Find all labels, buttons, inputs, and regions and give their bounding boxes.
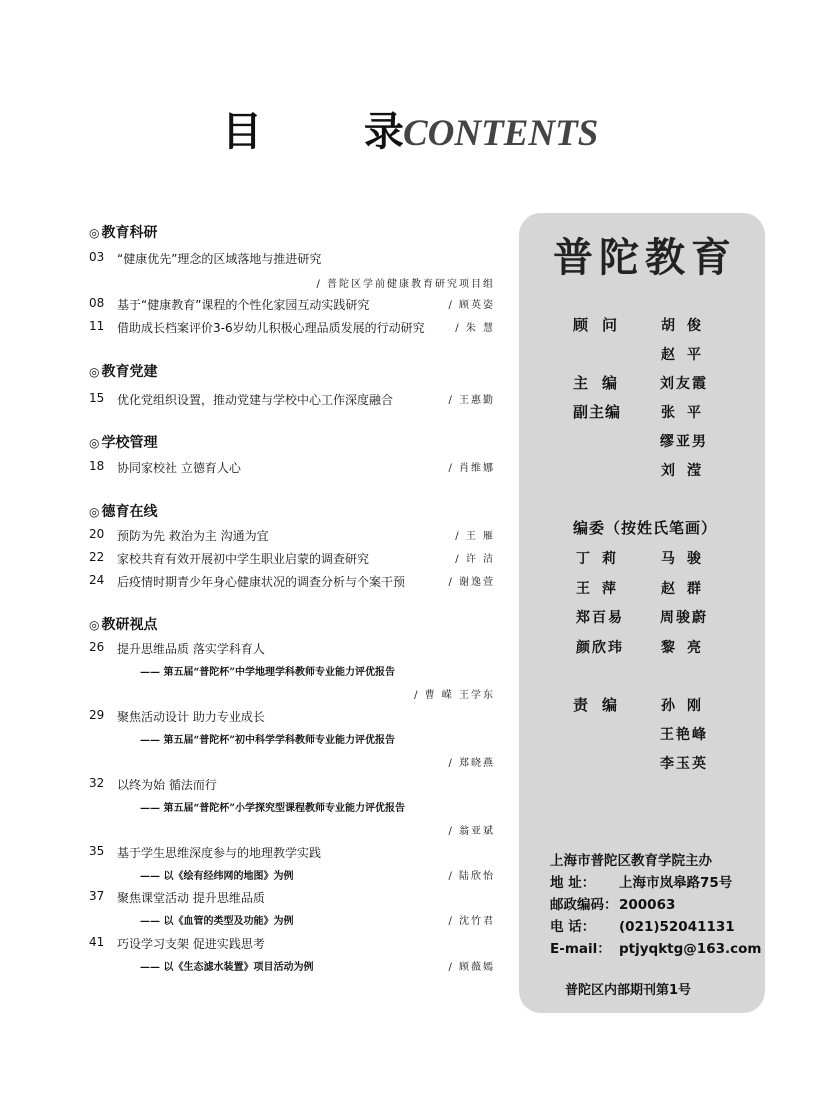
article-subtitle: [140, 912, 495, 928]
article-author: / 朱 慧: [455, 323, 495, 334]
staff-name: 王萍: [576, 581, 628, 597]
toc-entry[interactable]: [89, 640, 495, 658]
subtitle-text: —— 第五届“普陀杯”初中科学学科教师专业能力评优报告: [140, 735, 395, 746]
toc-entry[interactable]: [89, 459, 495, 477]
article-title: 提升思维品质 落实学科育人: [117, 642, 265, 656]
page-number: 24: [89, 573, 105, 587]
phone-label: 电 话：: [550, 919, 596, 935]
email-line: [550, 937, 761, 957]
page-number: 26: [89, 640, 105, 654]
article-author: / 普陀区学前健康教育研究项目组: [316, 279, 495, 290]
publisher-line: 上海市普陀区教育学院主办: [550, 853, 712, 869]
article-title: 预防为先 救治为主 沟通为宜: [117, 529, 269, 543]
address-line: [550, 871, 732, 891]
staff-name: 刘友霞: [660, 376, 708, 392]
staff-name: 周骏蔚: [660, 610, 708, 626]
article-title: 基于“健康教育”课程的个性化家园互动实践研究: [117, 298, 370, 312]
staff-name: 王艳峰: [660, 727, 708, 743]
page-number: 03: [89, 250, 105, 264]
staff-name: 郑百易: [576, 610, 624, 626]
section-name: 德育在线: [101, 504, 158, 520]
toc-entry[interactable]: [89, 319, 495, 337]
staff-name: 张平: [661, 405, 713, 421]
article-author: / 顾薇嫣: [448, 962, 495, 973]
toc-entry[interactable]: [89, 527, 495, 545]
article-author: / 许 洁: [455, 554, 495, 565]
toc-entry[interactable]: [89, 250, 495, 268]
staff-name: 赵群: [661, 581, 713, 597]
toc-entry[interactable]: [89, 935, 495, 953]
role-responsible-editor: 责编: [573, 696, 632, 714]
article-subtitle: [140, 867, 495, 883]
page-number: 11: [89, 319, 105, 333]
article-title: 协同家校社 立德育人心: [117, 461, 241, 475]
page-number: 32: [89, 776, 105, 790]
page-number: 08: [89, 296, 105, 310]
toc-entry[interactable]: [89, 776, 495, 794]
role-chief-editor: 主编: [573, 374, 632, 392]
staff-name: 赵平: [661, 347, 713, 363]
section-header: [89, 614, 157, 634]
staff-name: 黎亮: [661, 640, 713, 656]
section-bullet-icon: ◎: [89, 226, 100, 240]
article-author: / 曹 嵘 王学东: [414, 690, 495, 701]
page-number: 22: [89, 550, 105, 564]
article-subtitle: [140, 731, 495, 747]
role-committee: 编委（按姓氏笔画）: [573, 519, 718, 537]
subtitle-text: —— 以《绘有经纬网的地图》为例: [140, 871, 294, 882]
page-number: 15: [89, 391, 105, 405]
page-number: 37: [89, 889, 105, 903]
staff-name: 颜欣玮: [576, 640, 624, 656]
article-subtitle: [140, 958, 495, 974]
role-deputy-editor: 副主编: [573, 403, 622, 421]
staff-name: 李玉英: [660, 756, 708, 772]
section-bullet-icon: ◎: [89, 365, 100, 379]
section-header: [89, 222, 157, 242]
section-name: 教育科研: [101, 225, 158, 241]
page-number: 29: [89, 708, 105, 722]
phone-value: (021)52041131: [619, 919, 735, 935]
address-value: 上海市岚皋路75号: [619, 875, 733, 891]
article-subtitle: [140, 663, 495, 679]
toc-entry[interactable]: [89, 391, 495, 409]
page-number: 18: [89, 459, 105, 473]
section-bullet-icon: ◎: [89, 618, 100, 632]
toc-entry[interactable]: [89, 296, 495, 314]
role-advisor: 顾问: [573, 316, 632, 334]
section-header: [89, 501, 157, 521]
article-author: / 郑晓燕: [448, 758, 495, 769]
article-title: 巧设学习支架 促进实践思考: [117, 937, 265, 951]
address-label: 地 址：: [550, 875, 596, 891]
email-value: ptjyqktg@163.com: [619, 941, 762, 957]
staff-name: 胡俊: [661, 318, 713, 334]
toc-entry[interactable]: [89, 708, 495, 726]
article-author: / 肖维娜: [448, 463, 495, 474]
staff-name: 孙刚: [661, 698, 713, 714]
page-number: 41: [89, 935, 105, 949]
article-title: 以终为始 循法而行: [117, 778, 217, 792]
article-author: / 翁亚斌: [448, 826, 495, 837]
article-author: / 陆欣怡: [448, 871, 495, 882]
publication-note: 普陀区内部期刊第1号: [565, 983, 692, 998]
subtitle-text: —— 第五届“普陀杯”小学探究型课程教师专业能力评优报告: [140, 803, 405, 814]
article-title: 优化党组织设置，推动党建与学校中心工作深度融合: [117, 393, 394, 407]
article-title: 借助成长档案评价3-6岁幼儿积极心理品质发展的行动研究: [117, 321, 425, 335]
staff-name: 马骏: [661, 551, 713, 567]
article-title: “健康优先”理念的区域落地与推进研究: [117, 252, 322, 266]
subtitle-text: —— 以《生态滤水装置》项目活动为例: [140, 962, 314, 973]
article-title: 基于学生思维深度参与的地理教学实践: [117, 846, 322, 860]
page-number: 35: [89, 844, 105, 858]
page-title: 目 录: [222, 108, 448, 155]
toc-entry[interactable]: [89, 844, 495, 862]
article-author: / 顾英姿: [448, 300, 495, 311]
section-header: [89, 361, 157, 381]
article-subtitle: [140, 799, 495, 815]
email-label: E-mail：: [550, 941, 611, 957]
article-author: / 王 雁: [455, 531, 495, 542]
article-title: 后疫情时期青少年身心健康状况的调查分析与个案干预: [117, 575, 406, 589]
subtitle-text: —— 第五届“普陀杯”中学地理学科教师专业能力评优报告: [140, 667, 395, 678]
article-title: 聚焦课堂活动 提升思维品质: [117, 891, 265, 905]
postcode-label: 邮政编码：: [550, 897, 618, 913]
section-header: [89, 432, 157, 452]
staff-name: 缪亚男: [660, 434, 708, 450]
postcode-line: [550, 893, 675, 913]
subtitle-text: —— 以《血管的类型及功能》为例: [140, 916, 294, 927]
magazine-logo: 普陀教育: [553, 234, 737, 281]
section-name: 学校管理: [101, 435, 158, 451]
staff-name: 丁莉: [576, 551, 628, 567]
toc-entry[interactable]: [89, 889, 495, 907]
section-name: 教研视点: [101, 617, 158, 633]
article-title: 家校共育有效开展初中学生职业启蒙的调查研究: [117, 552, 370, 566]
page-title-english: CONTENTS: [403, 113, 599, 154]
postcode-value: 200063: [619, 897, 676, 913]
toc-entry[interactable]: [89, 573, 495, 591]
page-number: 20: [89, 527, 105, 541]
section-bullet-icon: ◎: [89, 436, 100, 450]
staff-name: 刘滢: [661, 463, 713, 479]
article-author: / 王惠勤: [448, 395, 495, 406]
article-title: 聚焦活动设计 助力专业成长: [117, 710, 265, 724]
toc-entry[interactable]: [89, 550, 495, 568]
article-author: / 谢逸萱: [448, 577, 495, 588]
phone-line: [550, 915, 735, 935]
section-name: 教育党建: [101, 364, 158, 380]
section-bullet-icon: ◎: [89, 505, 100, 519]
article-author: / 沈竹君: [448, 916, 495, 927]
